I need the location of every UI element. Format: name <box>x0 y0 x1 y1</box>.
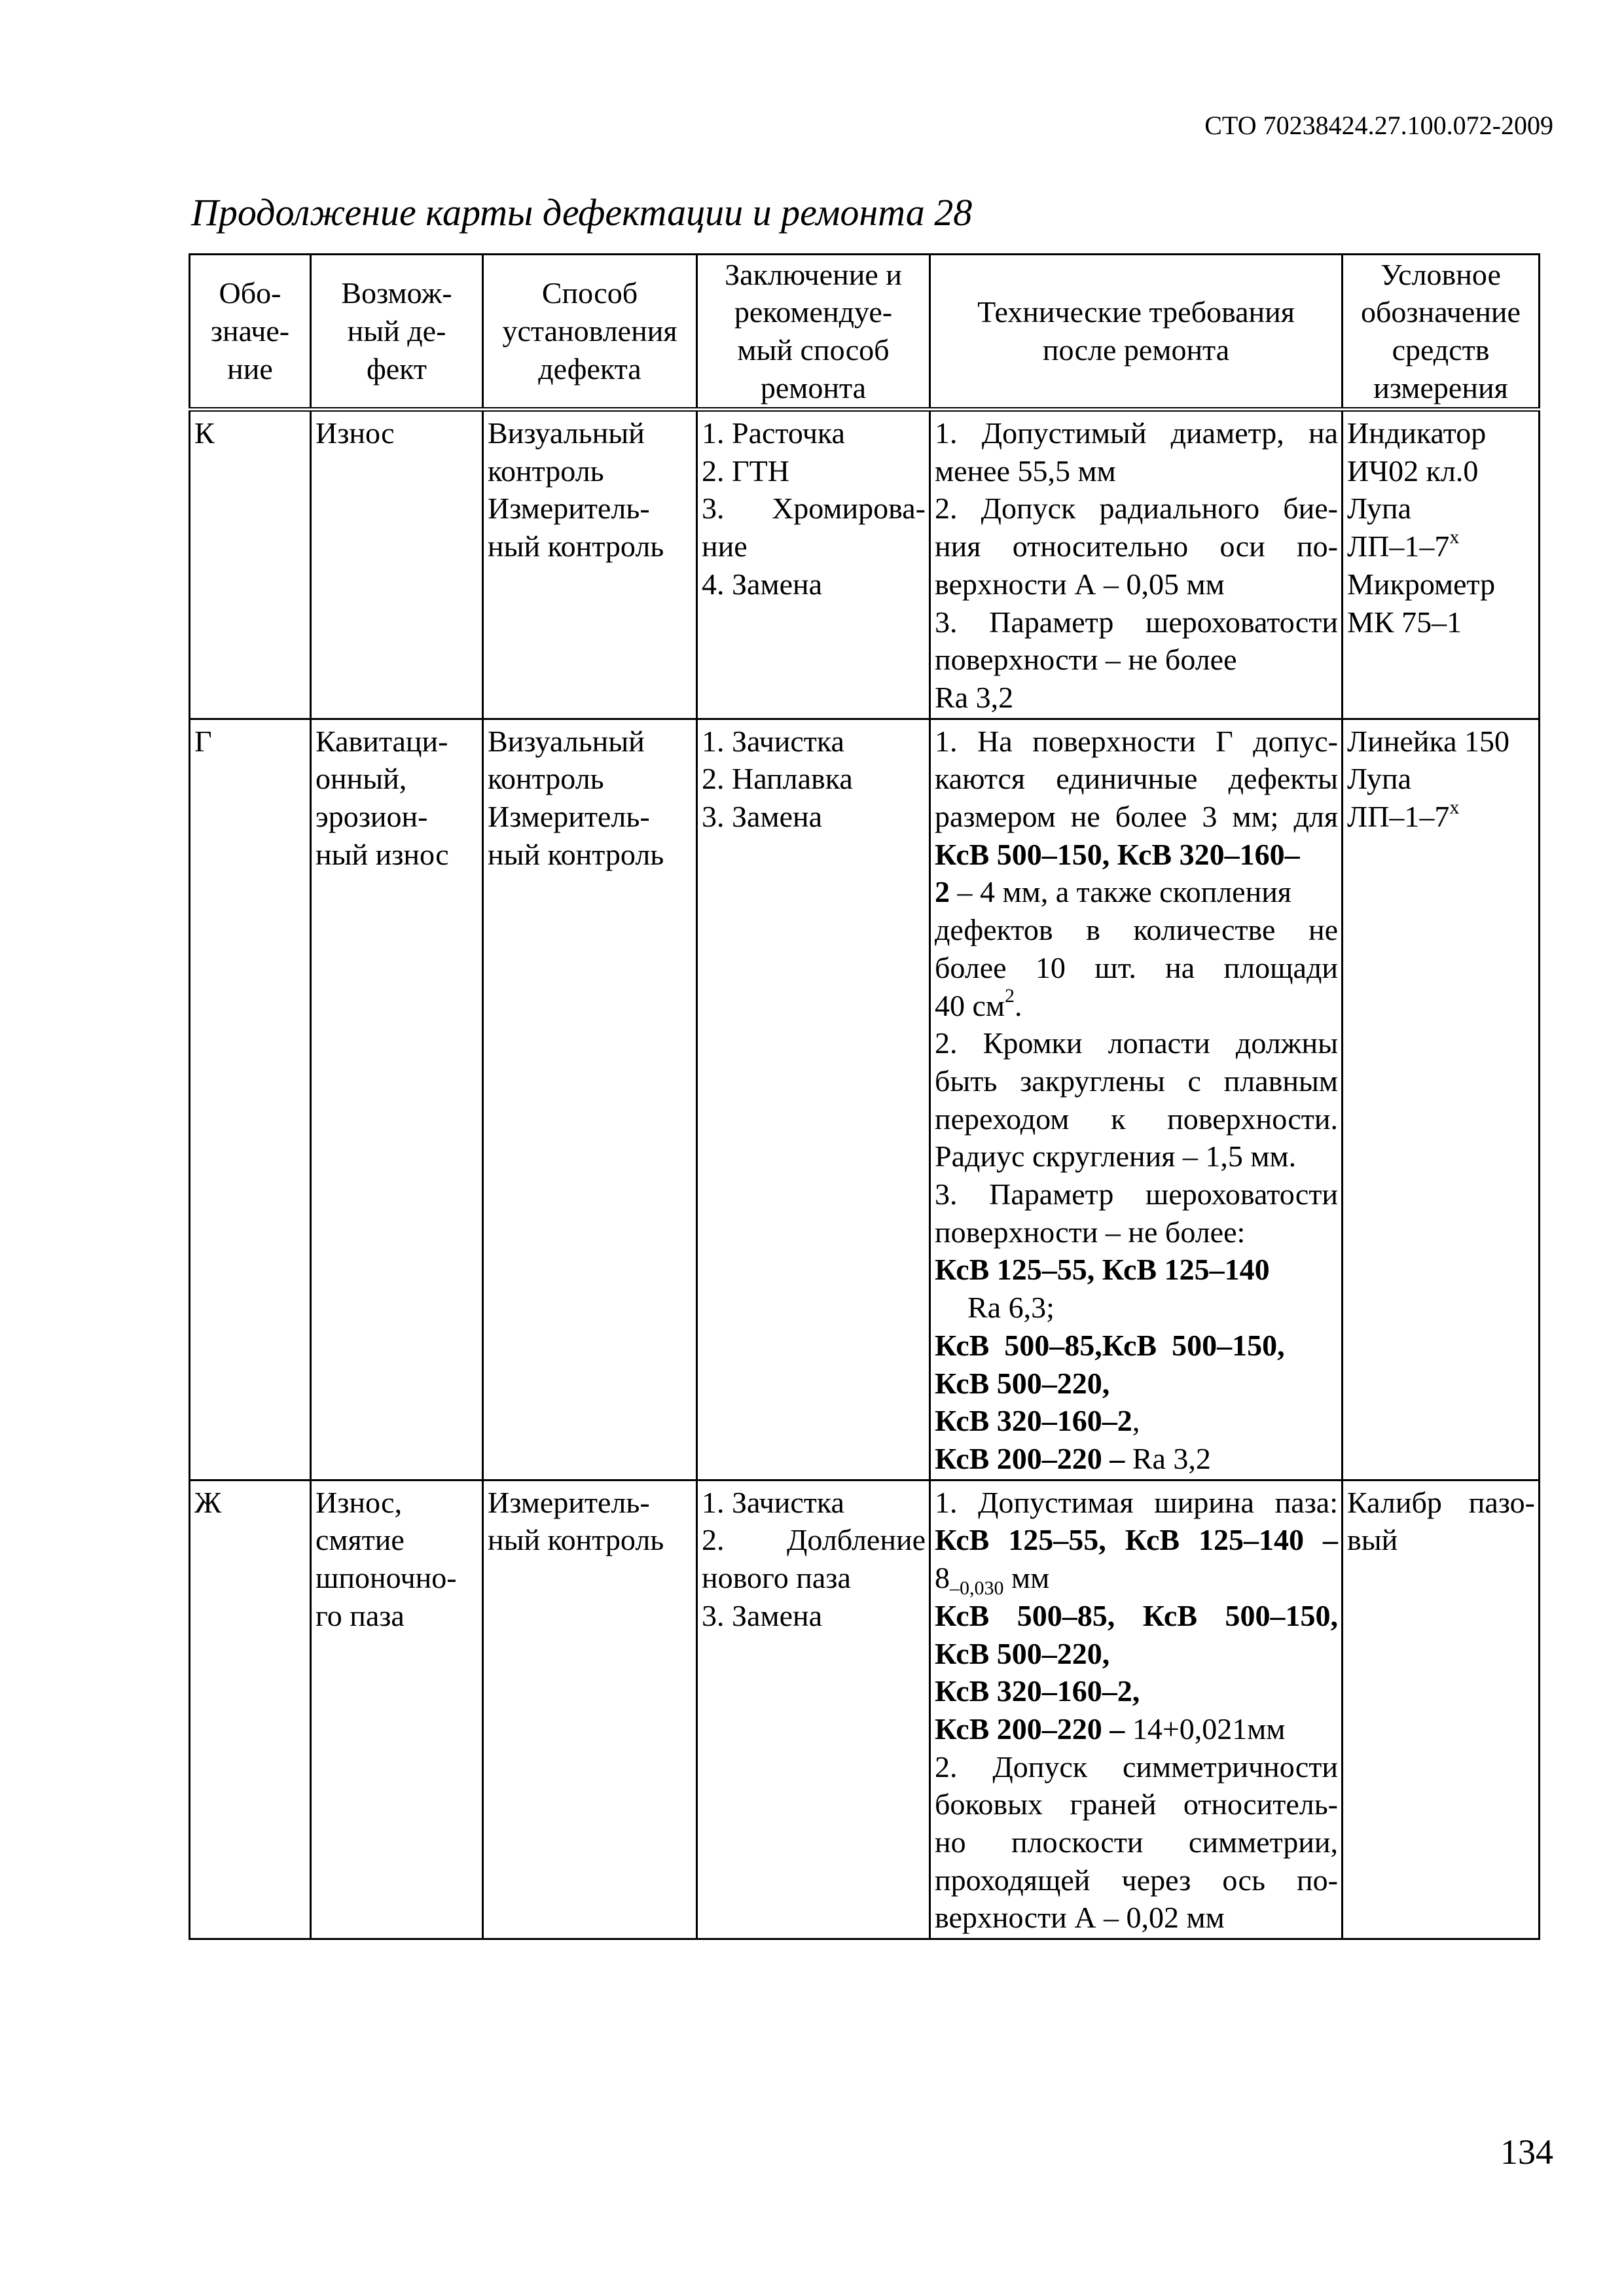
cell-text: Визуальный <box>488 416 645 450</box>
cell-text: Линейка 150 <box>1347 724 1510 758</box>
cell-text: 2. Долбление <box>702 1523 926 1557</box>
header-text: Условное <box>1380 257 1501 291</box>
cell-text: Ra 3,2 <box>1125 1441 1211 1475</box>
subscript: –0,030 <box>950 1577 1004 1600</box>
header-text: ремонта <box>760 370 867 404</box>
cell-text: ный контроль <box>488 837 664 871</box>
cell-text: 2. Допуск радиального бие- <box>935 492 1338 526</box>
cell-text: Индикатор <box>1347 416 1487 450</box>
cell-text-mixed <box>935 873 1338 911</box>
cell-text: 3. Замена <box>702 1598 823 1632</box>
cell-text: 3. Параметр шероховатости <box>935 605 1338 639</box>
table-header-row <box>190 255 1540 410</box>
cell-text: Износ <box>316 416 395 450</box>
cell-text: контроль <box>488 454 604 488</box>
bold-text: КсВ 320–160–2, <box>935 1674 1140 1708</box>
cell-text-bold <box>935 1672 1338 1710</box>
bold-text: КсВ 500–220, <box>935 1366 1110 1400</box>
cell-text: Лупа <box>1347 492 1412 526</box>
document-code: СТО 70238424.27.100.072-2009 <box>1204 111 1553 140</box>
cell-text: 1. Допустимая ширина паза: <box>935 1485 1338 1519</box>
bold-text: КсВ 500–150, КсВ 320–160– <box>935 837 1300 871</box>
bold-text: КсВ 500–220, <box>935 1636 1110 1670</box>
cell-text: ЛП–1–7 <box>1347 800 1450 834</box>
cell-text: – 4 мм, а также скопления <box>950 875 1291 909</box>
cell-text: 3. Замена <box>702 800 823 834</box>
header-text: средств <box>1392 333 1490 367</box>
cell-text-bold <box>935 1327 1338 1365</box>
header-text: Возмож- <box>341 276 452 310</box>
cell-text: размером не более 3 мм; для <box>935 800 1338 834</box>
bold-text: КсВ 500–85,КсВ 500–150, <box>935 1328 1285 1362</box>
cell-text: 1. Расточка <box>702 416 845 450</box>
superscript: 2 <box>1005 985 1015 1007</box>
cell-text-bold <box>935 836 1338 874</box>
cell-text: 1. Допустимый диаметр, на <box>935 416 1338 450</box>
cell-text: , <box>1132 1404 1140 1438</box>
header-text: обозначение <box>1361 295 1521 329</box>
cell-text: ние <box>702 529 748 564</box>
cell-text: Ra 3,2 <box>935 680 1014 714</box>
cell-text: 2. Допуск симметричности <box>935 1749 1338 1784</box>
page-number: 134 <box>1500 2132 1553 2172</box>
cell-text: ный износ <box>316 837 449 871</box>
cell-text: Визуальный <box>488 724 645 758</box>
cell-text: дефектов в количестве не <box>935 913 1338 947</box>
header-text: Обо- <box>219 276 281 310</box>
cell-text-bold <box>935 1597 1338 1635</box>
bold-text: 2 <box>935 875 950 909</box>
cell-instruments <box>1343 1480 1540 1939</box>
cell-text: МК 75–1 <box>1347 605 1462 639</box>
header-text: Заключение и <box>725 257 902 291</box>
cell-designation: К <box>190 410 311 719</box>
header-text: фект <box>366 351 427 386</box>
cell-method <box>483 410 697 719</box>
header-text: рекомендуе- <box>734 295 893 329</box>
defect-repair-table <box>189 253 1540 1940</box>
table-row <box>190 1480 1540 1939</box>
header-text: измерения <box>1373 370 1508 404</box>
cell-text-bold <box>935 1635 1338 1673</box>
cell-text: переходом к поверхности. <box>935 1102 1338 1136</box>
cell-repair <box>697 719 930 1480</box>
header-requirements <box>930 255 1343 410</box>
cell-text: 2. Кромки лопасти должны <box>935 1026 1338 1060</box>
cell-text: ЛП–1–7 <box>1347 529 1450 564</box>
header-text: дефекта <box>538 351 641 386</box>
cell-text: 1. На поверхности Г допус- <box>935 724 1338 758</box>
cell-text: Радиус скругления – 1,5 мм. <box>935 1139 1297 1174</box>
cell-defect <box>311 1480 483 1939</box>
header-instruments <box>1343 255 1540 410</box>
cell-text: шпоночно- <box>316 1561 457 1595</box>
cell-text: ИЧ02 кл.0 <box>1347 454 1479 488</box>
cell-text: го паза <box>316 1598 405 1632</box>
header-text: установления <box>502 314 677 348</box>
header-text: Способ <box>541 276 638 310</box>
cell-text-mixed <box>935 1710 1338 1748</box>
cell-text: быть закруглены с плавным <box>935 1064 1338 1098</box>
cell-text: ния относительно оси по- <box>935 529 1338 564</box>
cell-text-bold <box>935 1251 1338 1289</box>
cell-text: 1. Зачистка <box>702 1485 844 1519</box>
cell-text: Измеритель- <box>488 492 650 526</box>
cell-text: смятие <box>316 1523 405 1557</box>
cell-text-with-sub <box>935 1559 1338 1600</box>
cell-designation: Ж <box>190 1480 311 1939</box>
cell-text: но плоскости симметрии, <box>935 1825 1338 1859</box>
cell-text: 1. Зачистка <box>702 724 844 758</box>
cell-text: поверхности – не более: <box>935 1215 1246 1249</box>
cell-text: вый <box>1347 1523 1398 1557</box>
cell-requirements <box>930 1480 1343 1939</box>
cell-text: 14+0,021мм <box>1125 1712 1286 1746</box>
cell-text: Микрометр <box>1347 567 1496 601</box>
cell-text: 40 см <box>935 988 1005 1022</box>
bold-text: КсВ 320–160–2 <box>935 1404 1132 1438</box>
table-caption: Продолжение карты дефектации и ремонта 28 <box>191 191 973 234</box>
cell-repair <box>697 1480 930 1939</box>
cell-text-with-sup <box>1347 798 1535 836</box>
cell-text: 4. Замена <box>702 567 823 601</box>
cell-text-mixed <box>935 1440 1338 1478</box>
cell-instruments <box>1343 719 1540 1480</box>
bold-text: КсВ 200–220 – <box>935 1712 1125 1746</box>
cell-requirements <box>930 719 1343 1480</box>
cell-text: Ra 6,3; <box>967 1291 1055 1325</box>
bold-text: КсВ 125–55, КсВ 125–140 <box>935 1253 1270 1287</box>
cell-text: Износ, <box>316 1485 403 1519</box>
cell-text: 8 <box>935 1561 950 1595</box>
cell-text: онный, <box>316 762 407 796</box>
cell-text: Измеритель- <box>488 800 650 834</box>
cell-text: каются единичные дефекты <box>935 762 1338 796</box>
bold-text: КсВ 125–55, КсВ 125–140 – <box>935 1523 1338 1557</box>
header-text: ние <box>227 351 273 386</box>
cell-text: верхности А – 0,02 мм <box>935 1901 1225 1935</box>
cell-designation: Г <box>190 719 311 1480</box>
superscript: х <box>1449 796 1460 818</box>
header-text: ный де- <box>347 314 446 348</box>
bold-text: КсВ 200–220 – <box>935 1441 1125 1475</box>
cell-text: ный контроль <box>488 529 664 564</box>
cell-text: . <box>1015 988 1022 1022</box>
cell-text: поверхности – не более <box>935 643 1237 677</box>
cell-repair <box>697 410 930 719</box>
cell-text: контроль <box>488 762 604 796</box>
cell-text-with-sup <box>935 987 1338 1025</box>
cell-text: более 10 шт. на площади <box>935 950 1338 984</box>
header-text: значе- <box>210 314 290 348</box>
table-row <box>190 719 1540 1480</box>
header-defect <box>311 255 483 410</box>
header-text: после ремонта <box>1042 333 1230 367</box>
cell-text: 2. Наплавка <box>702 762 853 796</box>
cell-text-with-sup <box>1347 528 1535 565</box>
cell-requirements <box>930 410 1343 719</box>
cell-text: ный контроль <box>488 1523 664 1557</box>
table-row <box>190 410 1540 719</box>
cell-text: Кавитаци- <box>316 724 448 758</box>
header-text: Технические требования <box>977 295 1295 329</box>
cell-text: эрозион- <box>316 800 428 834</box>
bold-text: КсВ 500–85, КсВ 500–150, <box>935 1598 1338 1632</box>
cell-method <box>483 1480 697 1939</box>
header-text: мый способ <box>737 333 890 367</box>
cell-text: Измеритель- <box>488 1485 650 1519</box>
cell-text-mixed <box>935 1402 1338 1440</box>
superscript: х <box>1449 526 1460 548</box>
cell-text: Калибр пазо- <box>1347 1485 1535 1519</box>
cell-text-bold <box>935 1365 1338 1403</box>
cell-text: 3. Параметр шероховатости <box>935 1177 1338 1211</box>
cell-text: боковых граней относитель- <box>935 1787 1338 1821</box>
header-designation <box>190 255 311 410</box>
cell-text: мм <box>1003 1561 1050 1595</box>
cell-instruments <box>1343 410 1540 719</box>
cell-text: верхности А – 0,05 мм <box>935 567 1225 601</box>
cell-text: 3. Хромирова- <box>702 492 926 526</box>
cell-defect <box>311 719 483 1480</box>
cell-text: 2. ГТН <box>702 454 789 488</box>
header-repair <box>697 255 930 410</box>
cell-method <box>483 719 697 1480</box>
cell-text: проходящей через ось по- <box>935 1863 1338 1897</box>
cell-text-bold <box>935 1521 1338 1559</box>
cell-text: менее 55,5 мм <box>935 454 1116 488</box>
header-method <box>483 255 697 410</box>
cell-defect <box>311 410 483 719</box>
cell-text: нового паза <box>702 1561 851 1595</box>
cell-text: Лупа <box>1347 762 1412 796</box>
